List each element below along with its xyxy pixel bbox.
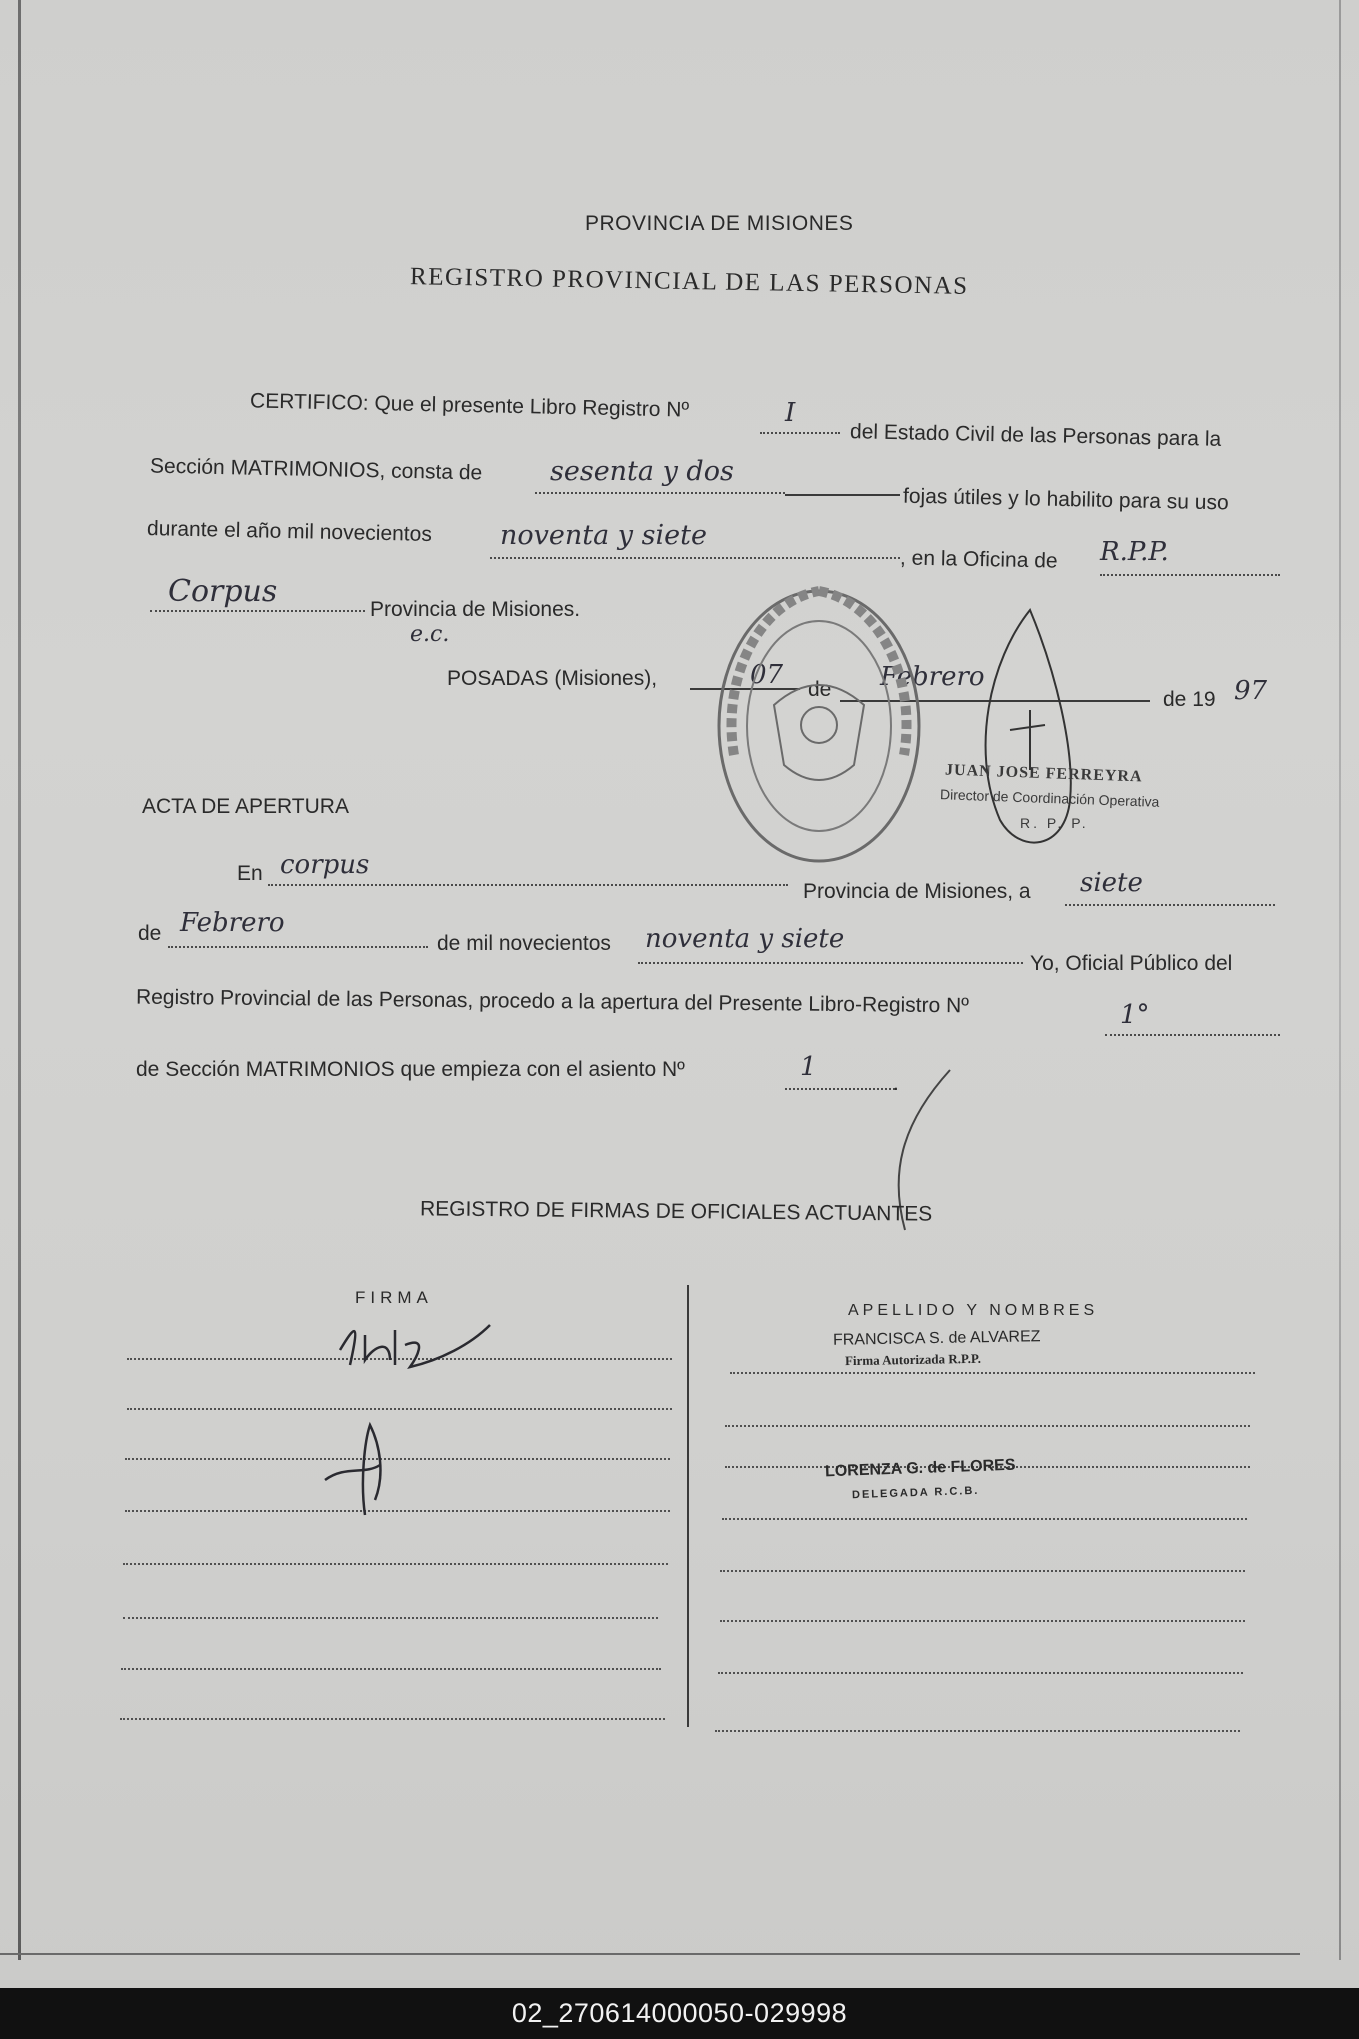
column-divider <box>687 1285 689 1727</box>
acta-en: En <box>237 862 263 885</box>
registry-heading: REGISTRO PROVINCIAL DE LAS PERSONAS <box>409 263 969 300</box>
acta-heading: ACTA DE APERTURA <box>142 795 349 818</box>
official-seal <box>714 585 924 867</box>
oficina-field <box>1100 574 1280 576</box>
acta-provincia: Provincia de Misiones, a <box>803 880 1031 903</box>
fojas-field-line <box>785 494 900 496</box>
acta-mes-field <box>168 946 428 948</box>
acta-libro-handwritten: 1° <box>1120 1000 1150 1030</box>
firmas-heading: REGISTRO DE FIRMAS DE OFICIALES ACTUANTES <box>419 1197 933 1226</box>
acta-line4: de Sección MATRIMONIOS que empieza con el asiento Nº <box>136 1058 685 1081</box>
nombre-line-1 <box>730 1372 1255 1374</box>
nombre-line-2 <box>725 1425 1250 1427</box>
place-date-de: de <box>808 678 832 701</box>
entry1-name: FRANCISCA S. de ALVAREZ <box>832 1328 1041 1349</box>
entry2-role: DELEGADA R.C.B. <box>851 1484 980 1502</box>
acta-asiento-field <box>785 1088 895 1090</box>
localidad-handwritten: Corpus <box>168 574 278 609</box>
firma-signature-1 <box>320 1305 500 1385</box>
oficina-handwritten: R.P.P. <box>1100 537 1169 567</box>
acta-mes-handwritten: Febrero <box>180 908 285 938</box>
place-date-label: POSADAS (Misiones), <box>447 667 658 690</box>
entry1-role: Firma Autorizada R.P.P. <box>844 1350 982 1369</box>
acta-yo: Yo, Oficial Público del <box>1030 952 1233 975</box>
acta-anio-handwritten: noventa y siete <box>645 924 845 954</box>
acta-lugar-field <box>268 884 788 886</box>
official-title-stamp: Director de Coordinación Operativa <box>939 786 1160 810</box>
cert-line1-b: del Estado Civil de las Personas para la <box>849 420 1222 451</box>
nombre-line-4 <box>722 1518 1247 1520</box>
acta-anio-field <box>638 962 1023 964</box>
entry2-name: LORENZA G. de FLORES <box>824 1456 1016 1481</box>
fojas-field <box>535 492 785 494</box>
cert-line4-b: Provincia de Misiones. <box>370 598 581 621</box>
anio-texto-handwritten: noventa y siete <box>500 520 707 551</box>
acta-libro-field <box>1105 1034 1280 1036</box>
cert-line3-a: durante el año mil novecientos <box>146 517 433 546</box>
firma-line-6 <box>123 1617 658 1619</box>
firma-signature-2 <box>320 1420 420 1520</box>
firma-line-8 <box>120 1718 665 1720</box>
left-page-edge <box>18 0 21 1960</box>
acta-de: de <box>138 922 162 945</box>
mes-handwritten: Febrero <box>880 662 985 692</box>
firma-line-2 <box>127 1408 672 1410</box>
nombre-line-7 <box>718 1672 1243 1674</box>
bottom-rule <box>0 1953 1300 1955</box>
anio-digits-handwritten: 97 <box>1234 676 1268 706</box>
fojas-handwritten: sesenta y dos <box>550 456 734 487</box>
nombre-line-8 <box>715 1730 1240 1732</box>
nombre-line-5 <box>720 1570 1245 1572</box>
firma-line-7 <box>121 1668 661 1670</box>
acta-lugar-handwritten: corpus <box>280 850 370 880</box>
acta-dia-field <box>1065 904 1275 906</box>
libro-number-handwritten: I <box>785 398 796 428</box>
acta-dia-handwritten: siete <box>1080 868 1143 898</box>
acta-line3: Registro Provincial de las Personas, procedo a la apertura del Presente Libro-Registro Nº <box>135 985 970 1018</box>
col-firma-heading: FIRMA <box>355 1288 433 1307</box>
place-date-year-label: de 19 <box>1163 688 1216 711</box>
acta-asiento-handwritten: 1 <box>800 1052 817 1082</box>
image-id-footer: 02_270614000050-029998 <box>0 1988 1359 2039</box>
official-name-stamp: JUAN JOSE FERREYRA <box>944 761 1143 786</box>
official-office-stamp: R. P. P. <box>1020 815 1089 831</box>
right-page-edge <box>1339 0 1341 1960</box>
cert-line3-b: , en la Oficina de <box>899 546 1058 573</box>
localidad-field <box>150 610 365 612</box>
acta-mil: de mil novecientos <box>437 932 611 955</box>
anio-texto-field <box>490 557 900 559</box>
nombre-line-6 <box>720 1620 1245 1622</box>
province-heading: PROVINCIA DE MISIONES <box>585 212 854 235</box>
libro-number-field <box>760 432 840 434</box>
acta-period: . <box>893 1072 899 1095</box>
dia-handwritten: 07 <box>750 660 784 690</box>
cert-line1-a: CERTIFICO: Que el presente Libro Registro Nº <box>249 389 690 422</box>
firma-line-5 <box>123 1563 668 1565</box>
cert-line2-b: fojas útiles y lo habilito para su uso <box>902 484 1229 515</box>
col-nombres-heading: APELLIDO Y NOMBRES <box>848 1302 1099 1319</box>
cert-line2-a: Sección MATRIMONIOS, consta de <box>149 454 483 485</box>
initials-handwritten: e.c. <box>410 622 450 647</box>
